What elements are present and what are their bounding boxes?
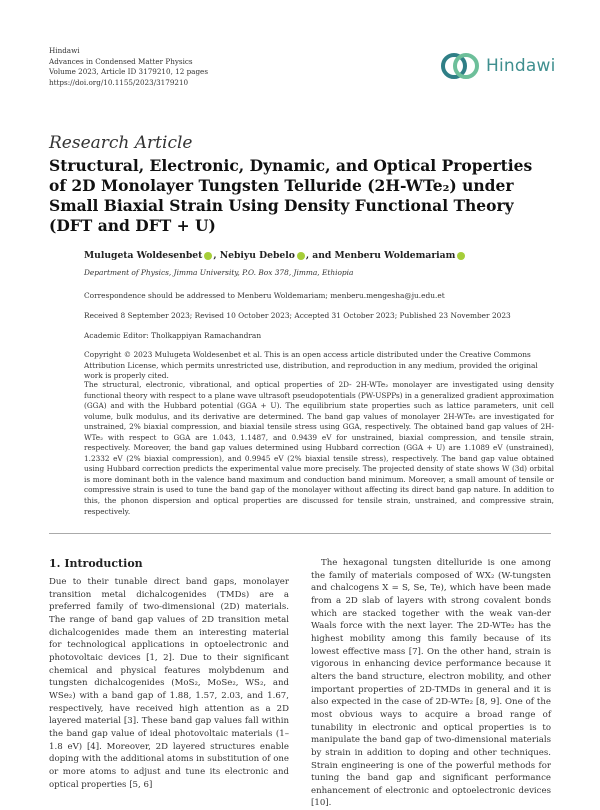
publication-dates: Received 8 September 2023; Revised 10 October 2023; Accepted 31 October 2023; Published 23 November 2023 xyxy=(84,311,511,320)
author-name[interactable]: Mulugeta Woldesenbet xyxy=(84,250,203,261)
academic-editor: Academic Editor: Tholkappiyan Ramachandran xyxy=(84,331,262,340)
author-name[interactable]: Menberu Woldemariam xyxy=(334,250,456,261)
author-separator: , and xyxy=(305,250,335,261)
correspondence: Correspondence should be addressed to Menberu Woldemariam; menberu.mengesha@ju.edu.et xyxy=(84,291,445,300)
journal-name: Advances in Condensed Matter Physics xyxy=(49,56,193,66)
section-divider xyxy=(49,533,551,534)
paper-title: Structural, Electronic, Dynamic, and Optical Properties of 2D Monolayer Tungsten Telluride (2H-WTe₂) under Small Biaxial Strain Using Density Functional Theory (DFT and DFT + U) xyxy=(49,156,533,235)
body-column-right: The hexagonal tungsten ditelluride is one among the family of materials composed of WX₂ (W-tungsten and chalcogens X = S, Se, Te), which have been made from a 2D slab of layers with strong covalent bonds which are stacked together with the weak van-der Waals force with the next layer. The 2D-WTe₂ has the highest mobility among this family because of its lowest effective mass [7]. On the other hand, strain is vigorous in enhancing device performance because it alters the band structure, electron mobility, and other important properties of 2D-TMDs in general and it is also expected in the case of 2D-WTe₂ [8, 9]. One of the most obvious ways to acquire a broad range of tunability in electronic and optical properties is to manipulate the band gap of two-dimensional materials by strain in addition to doping and other techniques. Strain engineering is one of the powerful methods for tuning the band gap and significant performance enhancement of electronic and optoelectronic devices [10]. xyxy=(311,558,551,809)
author-separator: , xyxy=(213,250,220,261)
journal-header xyxy=(49,46,208,88)
article-type: Research Article xyxy=(49,133,193,153)
orcid-icon[interactable] xyxy=(297,252,305,260)
author-list xyxy=(84,250,466,261)
publisher-name: Hindawi xyxy=(49,46,80,55)
volume-line: Volume 2023, Article ID 3179210, 12 pages xyxy=(49,67,209,77)
doi-link[interactable]: https://doi.org/10.1155/2023/3179210 xyxy=(49,77,189,87)
abstract: The structural, electronic, vibrational, and optical properties of 2D- 2H-WTe₂ monolayer are investigated using density functional theory with respect to a plane wave ultrasoft pseudopotentials (PW-USPPs) in a generalized gradient approximation (GGA) and with the Hubbard potential (GGA + U). The equilibrium state properties such as lattice parameters, unit cell volume, bulk modulus, and its derivative are determined. The band gap values of monolayer 2H-WTe₂ are investigated for unstrained, 2% biaxial compression, and biaxial tensile stress using GGA, respectively. The obtained band gap values of 2H-WTe₂ with respect to GGA are 1.043, 1.1487, and 0.9439 eV for unstrained, biaxial compression, and tensile strain, respectively. Moreover, the band gap values determined using Hubbard correction (GGA + U) are 1.1089 eV (unstrained), 1.2332 eV (2% biaxial compression), and 0.9945 eV (2% biaxial tensile stress), respectively. The band gap value obtained using Hubbard correction predicts the experimental value more precisely. The projected density of state shows W (3d) orbital is more dominant both in the valence band maximum and conduction band minimum. Moreover, a small amount of tensile or compressive strain is used to tune the band gap of the monolayer without affecting its direct band gap nature. In addition to this, the phonon dispersion and optical properties are discussed for tensile strain, unstrained, and compressive strain, respectively. xyxy=(84,380,555,516)
copyright-notice: Copyright © 2023 Mulugeta Woldesenbet et al. This is an open access article distributed under the Creative Commons Attribution License, which permits unrestricted use, distribution, and reproduction in any medium, provided the original work is properly cited. xyxy=(84,350,538,381)
orcid-icon[interactable] xyxy=(457,252,465,260)
author-name[interactable]: Nebiyu Debelo xyxy=(219,250,295,261)
body-column-left: Due to their tunable direct band gaps, monolayer transition metal dichalcogenides (TMDs) are a preferred family of two-dimensional (2D) materials. The range of band gap values of 2D transition metal dichalcogenides made them an interesting material for technological applications in optoelectronic and photovoltaic devices [1, 2]. Due to their significant chemical and physical features molybdenum and tungsten dichalcogenides (MoS₂, MoSe₂, WS₂, and WSe₂) with a band gap of 1.88, 1.57, 2.03, and 1.67, respectively, have received high attention as a 2D layered material [3]. These band gap values fall within the band gap value of ideal photovoltaic materials (1–1.8 eV) [4]. Moreover, 2D layered structures enable doping with the additional atoms in substitution of one or more atoms to adjust and tune its electronic and optical properties [5, 6] xyxy=(49,577,289,790)
hindawi-logo-icon xyxy=(440,48,480,84)
logo-text: Hindawi xyxy=(486,56,556,76)
affiliation: Department of Physics, Jimma University, P.O. Box 378, Jimma, Ethiopia xyxy=(84,268,354,277)
publisher-logo[interactable] xyxy=(440,46,560,86)
orcid-icon[interactable] xyxy=(204,252,212,260)
section-heading: 1. Introduction xyxy=(49,557,143,570)
